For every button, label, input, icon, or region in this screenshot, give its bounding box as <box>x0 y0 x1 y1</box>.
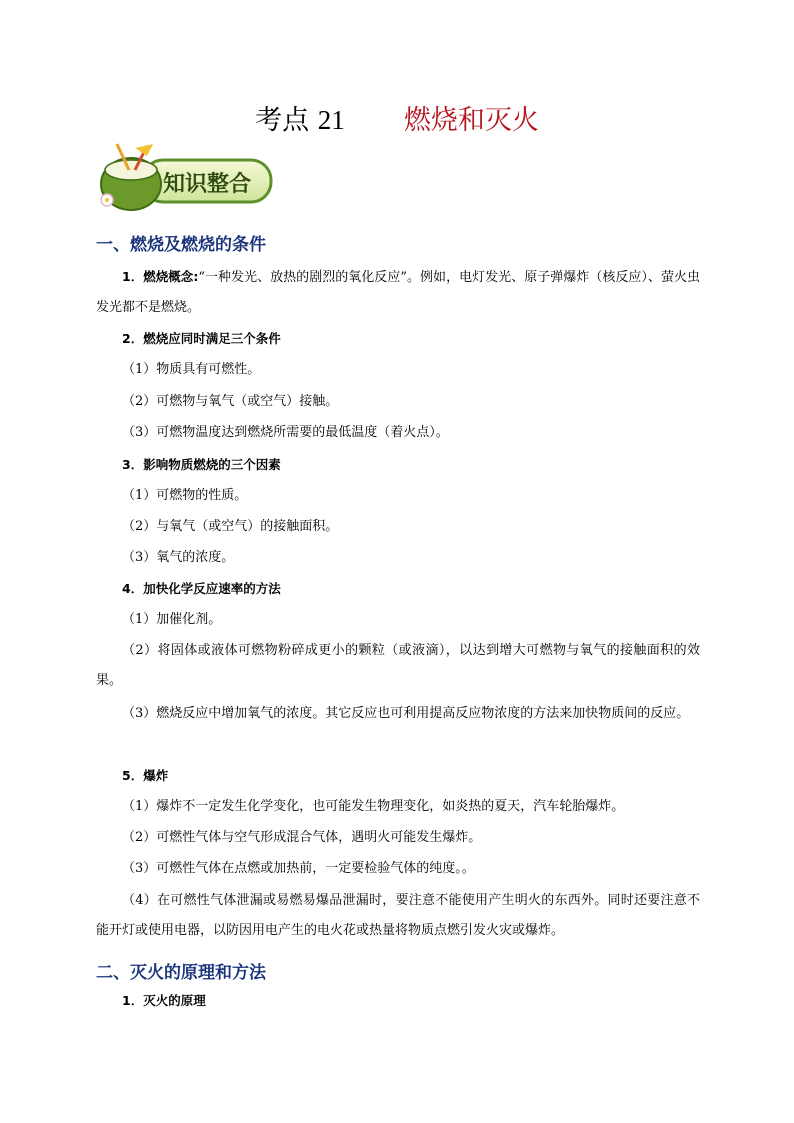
coconut-icon <box>101 144 161 210</box>
list-item: （1）可燃物的性质。 <box>122 488 248 503</box>
list-item: （2）可燃性气体与空气形成混合气体，遇明火可能发生爆炸。 <box>122 830 482 845</box>
list-item: （4）在可燃性气体泄漏或易燃易爆品泄漏时，要注意不能使用产生明火的东西外。同时还要注意不能开灯或使用电器，以防因用电产生的电火花或热量将物质点燃引发火灾或爆炸。 <box>96 893 700 938</box>
paragraph-combustion-concept: 1．燃烧概念:“一种发光、放热的剧烈的氧化反应”。例如，电灯发光、原子弹爆炸（核反应）、萤火虫发光都不是燃烧。 <box>96 269 701 315</box>
item-heading-factors: 3．影响物质燃烧的三个因素 <box>122 457 281 472</box>
list-item: （2）与氧气（或空气）的接触面积。 <box>122 519 339 534</box>
title-topic: 燃烧和灭火 <box>403 105 539 136</box>
section-heading-combustion: 一、燃烧及燃烧的条件 <box>96 235 266 255</box>
badge-label: 知识整合 <box>162 172 252 197</box>
knowledge-badge <box>95 140 275 212</box>
page-title <box>0 98 794 137</box>
list-item: （3）燃烧反应中增加氧气的浓度。其它反应也可利用提高反应物浓度的方法来加快物质间的反应。 <box>122 706 690 721</box>
list-item: （1）加催化剂。 <box>122 612 222 627</box>
list-item: （2）可燃物与氧气（或空气）接触。 <box>122 394 339 409</box>
section-heading-extinguish: 二、灭火的原理和方法 <box>96 963 266 983</box>
list-item: （1）物质具有可燃性。 <box>122 362 261 377</box>
item-heading-rate: 4．加快化学反应速率的方法 <box>122 581 281 596</box>
list-item: （3）可燃性气体在点燃或加热前，一定要检验气体的纯度。。 <box>122 861 475 876</box>
list-item: （3）可燃物温度达到燃烧所需要的最低温度（着火点）。 <box>122 425 449 440</box>
item-heading-extinguish-principle: 1．灭火的原理 <box>122 993 206 1008</box>
list-item: （1）爆炸不一定发生化学变化，也可能发生物理变化，如炎热的夏天，汽车轮胎爆炸。 <box>122 799 625 814</box>
item-heading-conditions: 2．燃烧应同时满足三个条件 <box>122 331 281 346</box>
list-item: （2）将固体或液体可燃物粉碎成更小的颗粒（或液滴），以达到增大可燃物与氧气的接触面积的效果。 <box>96 643 700 688</box>
item-heading-explosion: 5．爆炸 <box>122 768 169 783</box>
title-prefix: 考点 <box>255 105 310 136</box>
list-item: （3）氧气的浓度。 <box>122 550 235 565</box>
title-number: 21 <box>317 105 345 135</box>
